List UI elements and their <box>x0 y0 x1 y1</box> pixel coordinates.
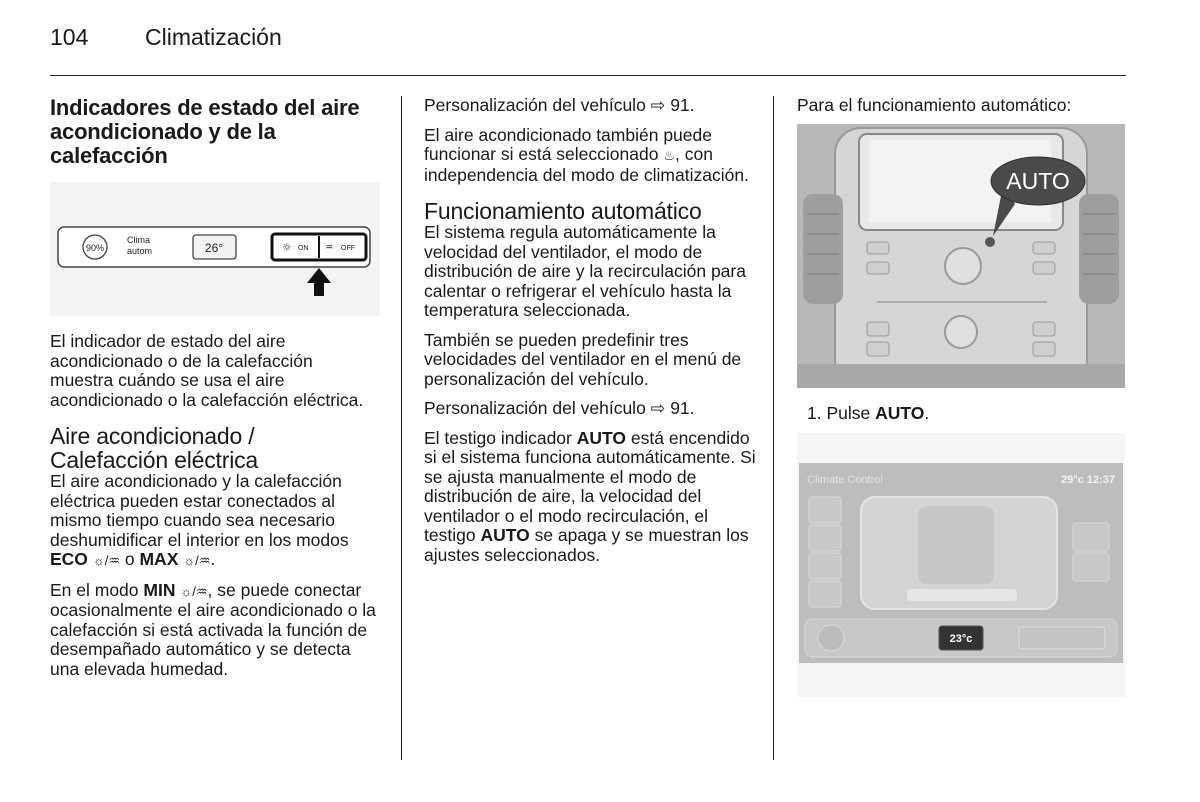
auto-callout: AUTO <box>1006 167 1070 194</box>
paragraph: En el modo MIN ☼/♒, se puede conectar ocasionalmente el aire acondicionado o la calefacción si está activada la función de desempañado automático y se detecta una elevada humedad. <box>50 579 376 679</box>
paragraph: El aire acondicionado y la calefacción eléctrica pueden estar conectados al mismo tiempo cuando sea necesario deshumidificar el interior en los modos ECO ☼/♒ o MAX ☼/♒. <box>50 471 349 569</box>
paragraph: También se pueden predefinir tres velocidades del ventilador en el menú de personalización del vehículo. <box>424 329 742 389</box>
cross-reference: Personalización del vehículo ⇨ 91. <box>424 398 695 418</box>
paragraph: El aire acondicionado también puede funcionar si está seleccionado ♨, con independencia del modo de climatización. <box>424 124 749 185</box>
paragraph: El testigo indicador AUTO está encendido si el sistema funciona automáticamente. Si se ajusta manualmente el modo de distribución de aire, la velocidad del ventilador o el modo recirculación, el testigo AUTO se apaga y se muestran los ajustes seleccionados. <box>424 427 756 565</box>
mode-icon: ☼/♒ <box>92 553 120 568</box>
heat-icon: ♒ <box>325 243 334 253</box>
paragraph: Para el funcionamiento automático: <box>797 95 1072 115</box>
arrow-up-icon <box>307 268 331 296</box>
status-indicator-figure <box>50 182 380 316</box>
console-illustration <box>797 124 1125 388</box>
auto-button <box>985 237 995 247</box>
step-item: 1. Pulse AUTO. <box>807 402 930 423</box>
paragraph: El indicador de estado del aire acondicionado o de la calefacción muestra cuándo se usa el aire acondicionado o la calefacción eléctrica. <box>50 331 364 410</box>
header-rule <box>50 75 1126 76</box>
column-2 <box>424 96 756 575</box>
column-3 <box>797 96 1127 697</box>
mode-icon: ☼/♒ <box>183 553 211 568</box>
console-photo <box>797 124 1125 388</box>
paragraph: El sistema regula automáticamente la velocidad del ventilador, el modo de distribución de aire y la recirculación para calentar o refrigerar el vehículo hasta la temperatura seleccionada. <box>424 222 746 320</box>
page-header <box>50 24 282 51</box>
section-heading: Aire acondicionado / Calefacción eléctrica <box>50 423 259 473</box>
defrost-icon: ♨ <box>663 148 675 163</box>
page-title: Climatización <box>145 24 282 50</box>
column-1 <box>50 96 380 689</box>
screen-temperature: 23°c <box>949 633 973 645</box>
mode-label: autom <box>127 246 153 256</box>
mode-icon: ☼/♒ <box>180 583 208 599</box>
climate-screen-figure <box>797 433 1125 697</box>
temperature-value: 26° <box>204 241 224 255</box>
screen-status: 29°c 12:37 <box>1061 474 1115 486</box>
ac-icon: ☼ <box>282 241 292 254</box>
mode-label: Clima <box>127 235 151 245</box>
section-heading: Indicadores de estado del aire acondicionado y de la calefacción <box>50 95 360 168</box>
climate-screen-illustration <box>797 433 1125 697</box>
heat-status: OFF <box>341 245 355 252</box>
ac-status: ON <box>298 245 309 252</box>
screen-title: Climate Control <box>807 474 883 486</box>
humidity-value: 90% <box>85 243 105 253</box>
column-divider <box>401 96 402 760</box>
column-divider <box>773 96 774 760</box>
status-panel-illustration <box>50 182 380 316</box>
page-number: 104 <box>50 24 89 50</box>
cross-reference: Personalización del vehículo ⇨ 91. <box>424 95 695 115</box>
section-heading: Funcionamiento automático <box>424 198 702 224</box>
